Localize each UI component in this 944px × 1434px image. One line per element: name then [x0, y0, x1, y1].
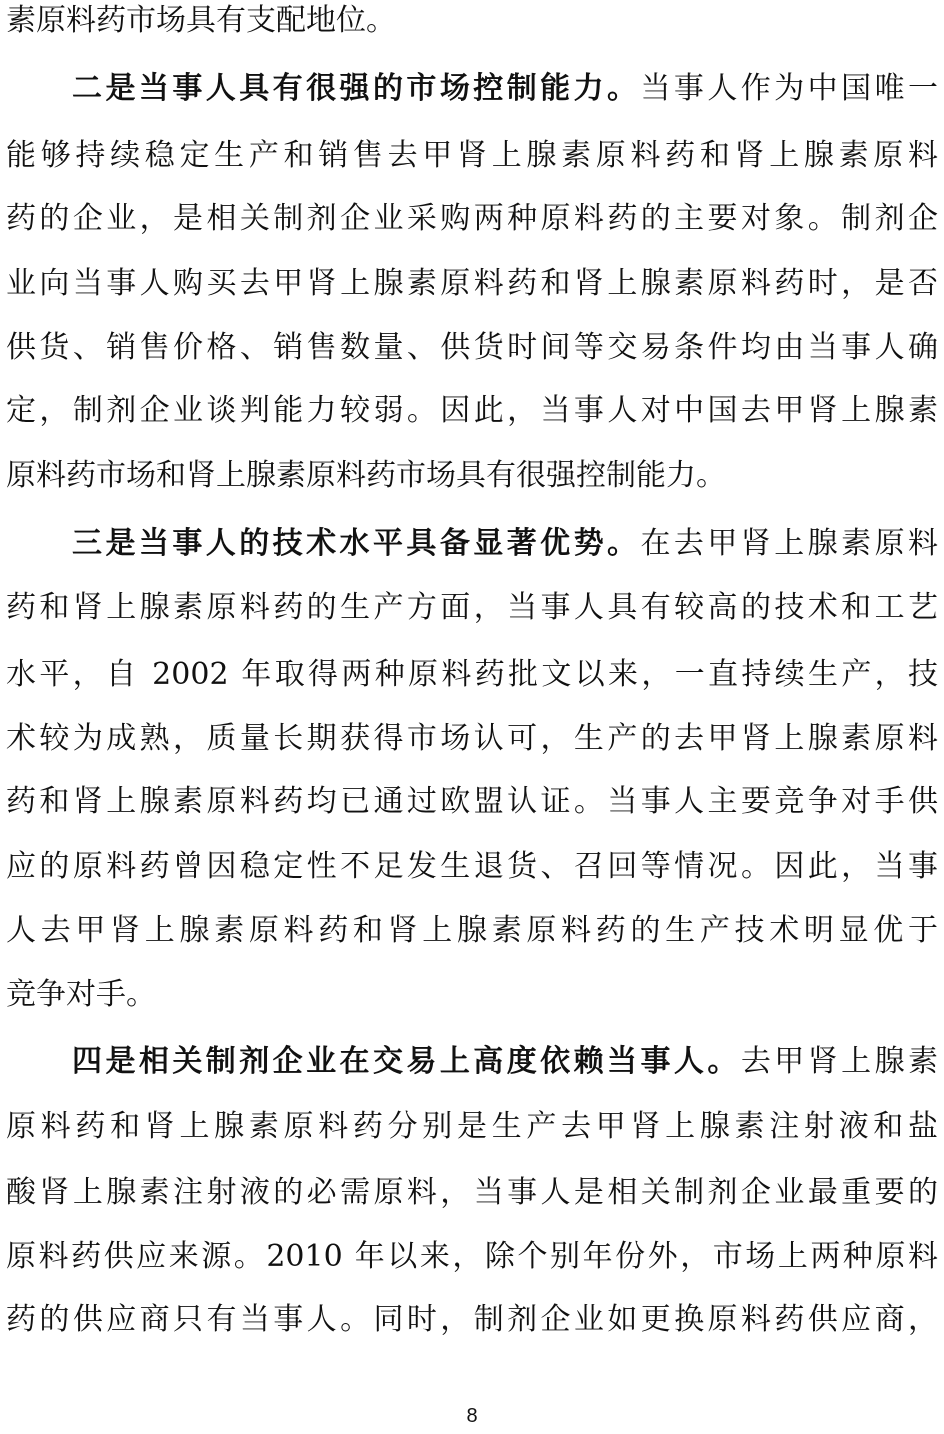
paragraph-2-line: 药的企业，是相关制剂企业采购两种原料药的主要对象。制剂企 [6, 201, 938, 236]
paragraph-3-line: 人去甲肾上腺素原料药和肾上腺素原料药的生产技术明显优于 [6, 913, 938, 948]
page-number: 8 [466, 1405, 478, 1427]
paragraph-4-heading: 四是相关制剂企业在交易上高度依赖当事人。 [72, 1044, 741, 1079]
paragraph-2-first-line [6, 63, 938, 115]
paragraph-4-line: 原料药和肾上腺素原料药分别是生产去甲肾上腺素注射液和盐 [6, 1109, 938, 1144]
paragraph-4-line: 原料药供应来源。2010 年以来，除个别年份外，市场上两种原料 [6, 1239, 938, 1274]
paragraph-2-line: 原料药市场和肾上腺素原料药市场具有很强控制能力。 [6, 458, 726, 493]
paragraph-4-text: 去甲肾上腺素 [740, 1044, 939, 1079]
paragraph-3-first-line [6, 518, 938, 570]
paragraph-3-line: 水平，自 2002 年取得两种原料药批文以来，一直持续生产，技 [6, 657, 938, 692]
paragraph-2-line: 能够持续稳定生产和销售去甲肾上腺素原料药和肾上腺素原料 [6, 138, 938, 173]
paragraph-2-line: 定，制剂企业谈判能力较弱。因此，当事人对中国去甲肾上腺素 [6, 393, 938, 428]
paragraph-4-line: 酸肾上腺素注射液的必需原料，当事人是相关制剂企业最重要的 [6, 1175, 938, 1210]
paragraph-3-line: 应的原料药曾因稳定性不足发生退货、召回等情况。因此，当事 [6, 849, 938, 884]
paragraph-3-heading: 三是当事人的技术水平具备显著优势。 [72, 526, 641, 561]
paragraph-3-line: 药和肾上腺素原料药的生产方面，当事人具有较高的技术和工艺 [6, 590, 938, 625]
paragraph-4-line: 药的供应商只有当事人。同时，制剂企业如更换原料药供应商， [6, 1302, 938, 1337]
paragraph-continuation-line: 素原料药市场具有支配地位。 [6, 3, 396, 38]
paragraph-2-heading: 二是当事人具有很强的市场控制能力。 [72, 71, 641, 106]
paragraph-3-line: 药和肾上腺素原料药均已通过欧盟认证。当事人主要竞争对手供 [6, 784, 938, 819]
paragraph-4-first-line [6, 1036, 938, 1088]
paragraph-2-text: 当事人作为中国唯一 [640, 71, 939, 106]
paragraph-3-line: 竞争对手。 [6, 977, 156, 1012]
paragraph-2-line: 业向当事人购买去甲肾上腺素原料药和肾上腺素原料药时，是否 [6, 266, 938, 301]
paragraph-3-line: 术较为成熟，质量长期获得市场认可，生产的去甲肾上腺素原料 [6, 721, 938, 756]
paragraph-3-text: 在去甲肾上腺素原料 [640, 526, 939, 561]
paragraph-2-line: 供货、销售价格、销售数量、供货时间等交易条件均由当事人确 [6, 330, 938, 365]
